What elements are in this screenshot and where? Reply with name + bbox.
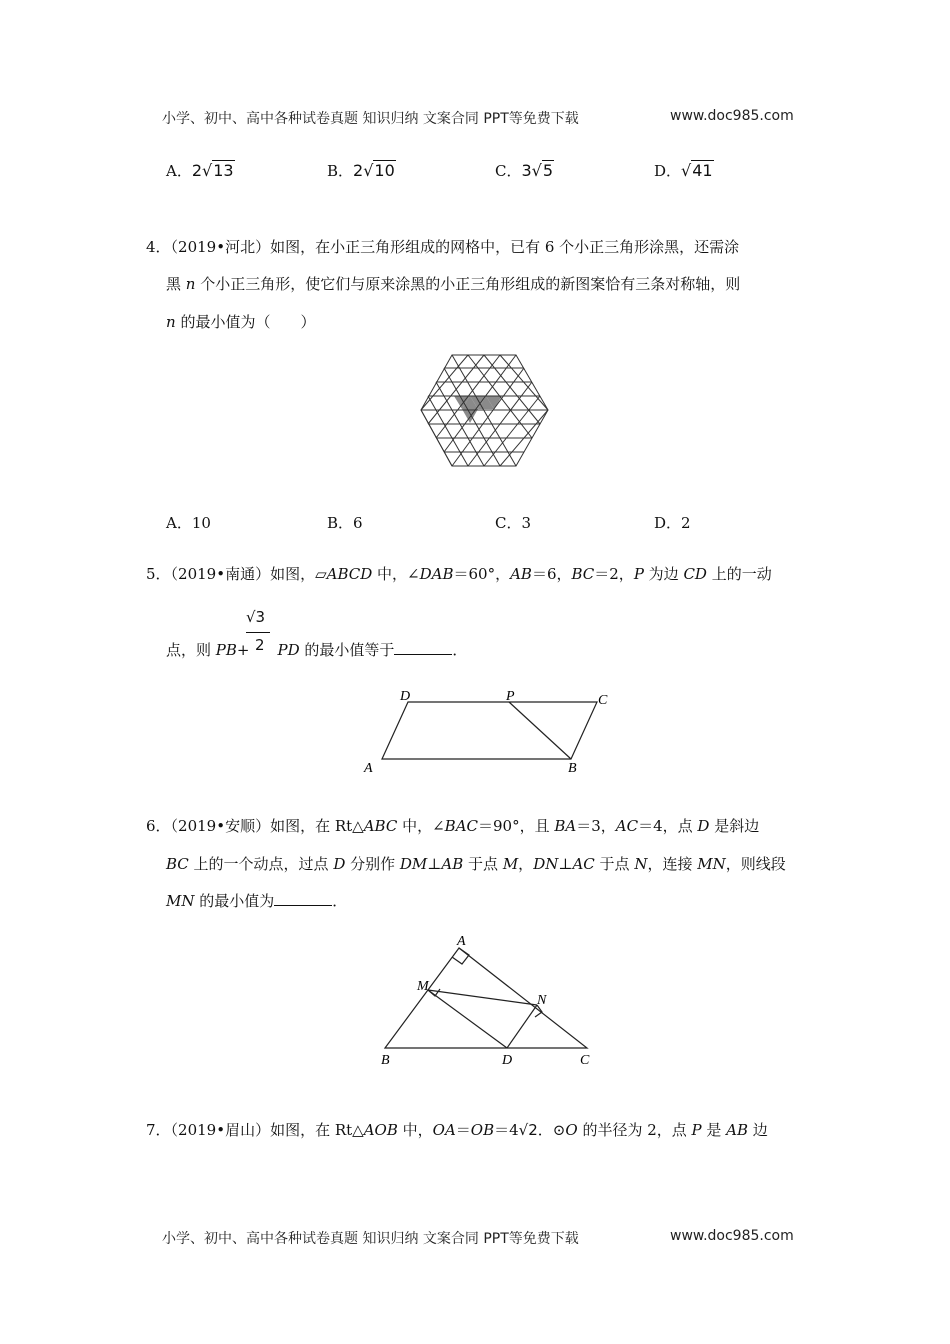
q7-line-1: 7．（2019•眉山）如图，在 Rt△AOB 中，OA＝OB＝4√2．⊙O 的半径为 2，点 P 是 AB 边: [146, 1121, 768, 1139]
q5-line-2: 点，则 PB+ PD 的最小值等于 ．: [166, 641, 468, 659]
label-a: A: [457, 934, 466, 949]
q4-option-a: A．10: [166, 514, 211, 532]
label-a: A: [364, 761, 373, 776]
q6-answer-blank[interactable]: [274, 891, 332, 906]
page-header-text: 小学、初中、高中各种试卷真题 知识归纳 文案合同 PPT等免费下载: [162, 111, 579, 127]
q3-option-c: C．3√5: [495, 161, 554, 180]
q3-option-b: B．2√10: [327, 161, 395, 180]
label-n: N: [537, 993, 547, 1008]
q4-line-1: 4．（2019•河北）如图，在小正三角形组成的网格中，已有 6 个小正三角形涂黑，还需涂: [146, 238, 740, 256]
label-d: D: [502, 1053, 513, 1068]
label-c: C: [598, 693, 608, 708]
q3-option-a: A．2√13: [166, 161, 234, 180]
q3-option-d: D．√41: [654, 161, 713, 180]
q5-line-1: 5．（2019•南通）如图，▱ABCD 中，∠DAB＝60°，AB＝6，BC＝2，P 为边 CD 上的一动: [146, 565, 772, 583]
q5-fraction-numerator: √3: [246, 608, 266, 626]
page-footer-text: 小学、初中、高中各种试卷真题 知识归纳 文案合同 PPT等免费下载: [162, 1231, 579, 1247]
q5-fraction-denominator: 2: [255, 636, 265, 654]
q4-option-b: B．6: [327, 514, 363, 532]
label-b: B: [381, 1053, 390, 1068]
label-b: B: [568, 761, 577, 776]
q4-line-2: 黑 n 个小正三角形，使它们与原来涂黑的小正三角形组成的新图案恰有三条对称轴，则: [166, 275, 741, 293]
q4-option-d: D．2: [654, 514, 691, 532]
label-m: M: [417, 979, 429, 994]
q5-fraction-bar: [246, 632, 270, 633]
page-header-site: www.doc985.com: [670, 108, 794, 124]
q5-answer-blank[interactable]: [394, 640, 452, 655]
q6-line-1: 6．（2019•安顺）如图，在 Rt△ABC 中，∠BAC＝90°，且 BA＝3，AC＝4，点 D 是斜边: [146, 817, 760, 835]
label-d: D: [400, 689, 411, 704]
right-triangle-figure: [375, 930, 615, 1070]
q6-line-2: BC 上的一个动点，过点 D 分别作 DM⊥AB 于点 M，DN⊥AC 于点 N，连接 MN，则线段: [166, 855, 786, 873]
page-footer-site: www.doc985.com: [670, 1228, 794, 1244]
label-p: P: [506, 689, 515, 704]
label-c: C: [580, 1053, 590, 1068]
q6-line-3: MN 的最小值为 ．: [166, 892, 348, 910]
q4-option-c: C．3: [495, 514, 532, 532]
q4-line-3: n 的最小值为（ ）: [166, 313, 316, 331]
triangle-grid-figure: [420, 354, 550, 470]
parallelogram-figure: [360, 686, 620, 776]
